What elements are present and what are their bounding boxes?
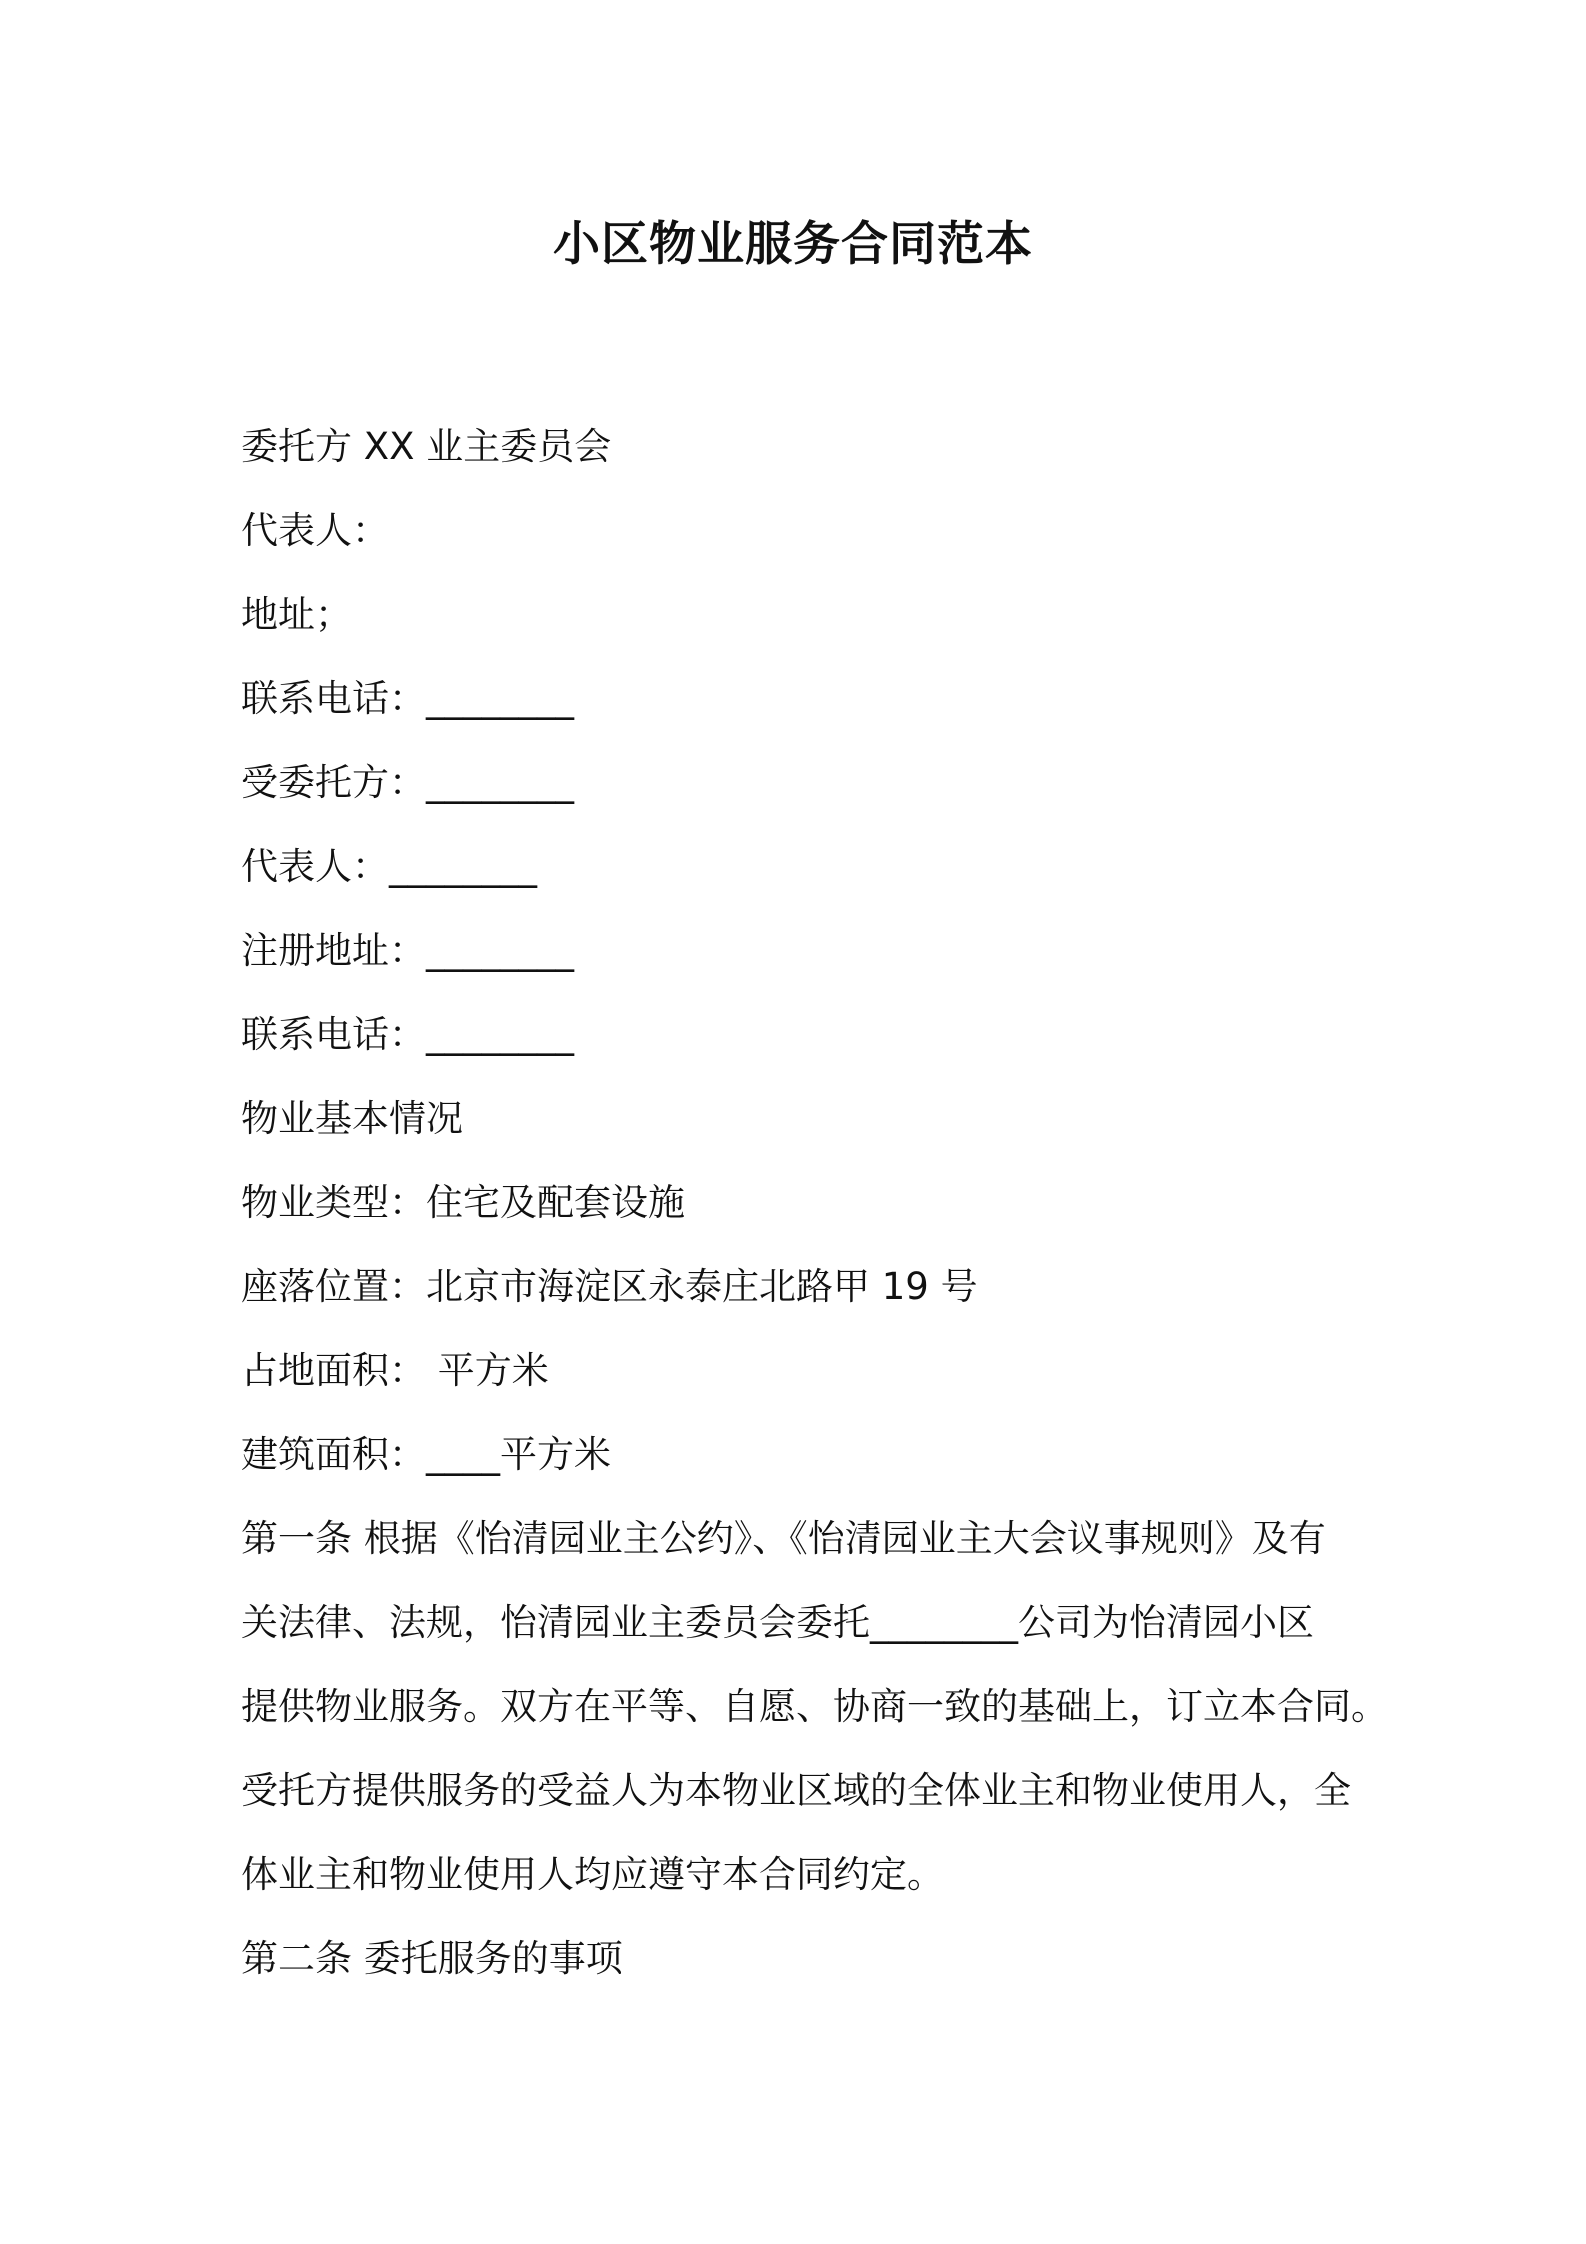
property-info-heading: 物业基本情况 <box>241 1097 463 1140</box>
article-one-line: 体业主和物业使用人均应遵守本合同约定。 <box>241 1853 944 1896</box>
contractor-party-line: 受委托方：________ <box>241 761 574 804</box>
article-one-line: 受托方提供服务的受益人为本物业区域的全体业主和物业使用人，全 <box>241 1769 1351 1812</box>
contractor-address-line: 注册地址：________ <box>241 929 574 972</box>
article-two-heading: 第二条 委托服务的事项 <box>241 1937 623 1980</box>
client-phone-line: 联系电话：________ <box>241 677 574 720</box>
property-type-line: 物业类型：住宅及配套设施 <box>241 1181 685 1224</box>
document-title: 小区物业服务合同范本 <box>553 217 1033 272</box>
client-party-line: 委托方 XX 业主委员会 <box>241 425 612 468</box>
contractor-phone-line: 联系电话：________ <box>241 1013 574 1056</box>
client-address-line: 地址； <box>241 593 352 636</box>
article-one-line: 提供物业服务。双方在平等、自愿、协商一致的基础上，订立本合同。 <box>241 1685 1388 1728</box>
contractor-representative-line: 代表人：________ <box>241 845 537 888</box>
building-area-line: 建筑面积：____平方米 <box>241 1433 611 1476</box>
article-one-paragraph <box>241 1497 1388 1917</box>
document-body <box>241 405 1388 2001</box>
land-area-line: 占地面积： 平方米 <box>241 1349 549 1392</box>
client-representative-line: 代表人： <box>241 509 389 552</box>
article-one-line: 关法律、法规，怡清园业主委员会委托________公司为怡清园小区 <box>241 1601 1314 1644</box>
property-location-line: 座落位置：北京市海淀区永泰庄北路甲 19 号 <box>241 1265 978 1308</box>
article-one-line: 第一条 根据《怡清园业主公约》、《怡清园业主大会议事规则》及有 <box>241 1517 1326 1560</box>
